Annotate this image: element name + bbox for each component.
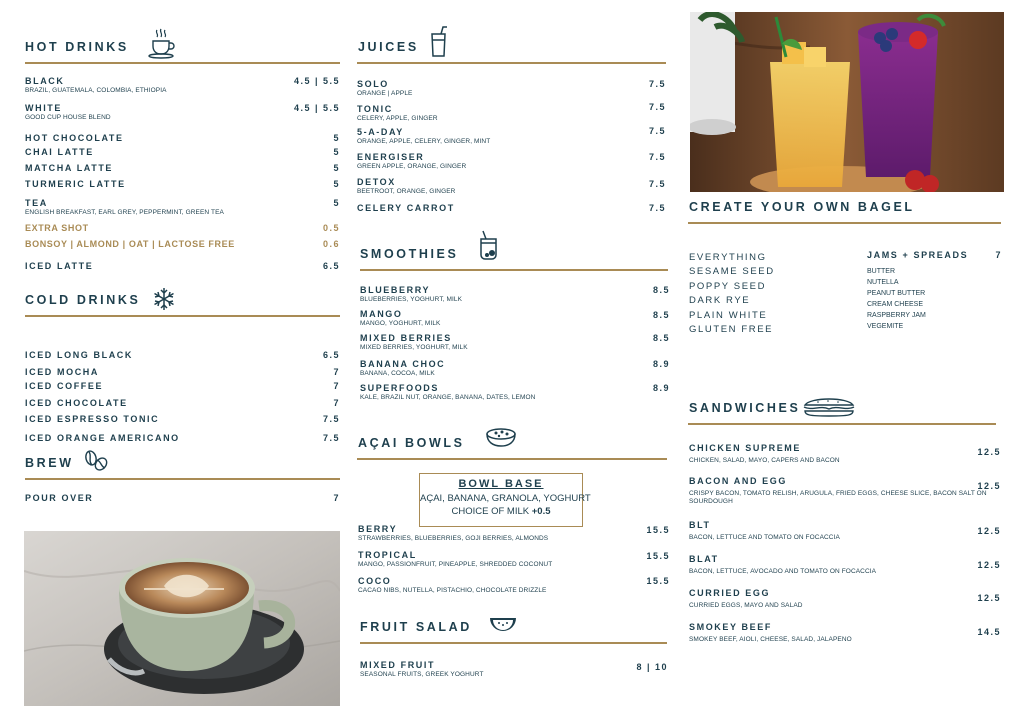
item-name: BLUEBERRY [360,285,431,295]
item-name: DETOX [357,177,396,187]
item-name: TONIC [357,104,393,114]
menu-item [25,103,111,122]
item-desc-cont: SOURDOUGH [689,498,733,505]
menu-item [25,198,224,217]
item-price: 8 | 10 [636,662,668,672]
item-price: 8.5 [652,285,670,295]
item-name: MATCHA LATTE [25,163,114,173]
spread-item: RASPBERRY JAM [867,312,926,319]
item-price: 8.9 [652,383,670,393]
item-price: 15.5 [646,551,670,561]
item-price: 5 [333,147,340,157]
menu-item [689,588,803,610]
item-name: BLACK [25,76,65,86]
item-desc: MIXED BERRIES, YOGHURT, MILK [360,344,468,351]
item-name: TEA [25,198,48,208]
jams-price: 7 [995,250,1002,260]
item-name: ICED COFFEE [25,381,104,391]
cold-drinks-heading: COLD DRINKS [25,293,141,307]
extra-price: 0.6 [322,239,340,249]
smoothies-rule [360,269,668,271]
item-name: CELERY CARROT [357,203,455,213]
item-name: BANANA CHOC [360,359,446,369]
bagel-type: SESAME SEED [689,266,775,278]
bowl-icon [484,425,518,449]
item-name: ENERGISER [357,152,425,162]
item-name: 5-A-DAY [357,127,404,137]
item-name: ICED ESPRESSO TONIC [25,414,160,424]
item-name: CHICKEN SUPREME [689,443,802,453]
item-price: 12.5 [977,593,1001,603]
bowl-base-milk-price: +0.5 [531,506,551,517]
menu-item [357,127,490,146]
extra-name: EXTRA SHOT [25,223,89,233]
item-desc: BRAZIL, GUATEMALA, COLOMBIA, ETHIOPIA [25,87,167,94]
item-price: 15.5 [646,525,670,535]
smoothie-glasses-photo [690,12,1004,192]
item-desc: BANANA, COCOA, MILK [360,370,435,377]
item-name: WHITE [25,103,62,113]
menu-item [689,622,852,644]
item-desc: CRISPY BACON, TOMATO RELISH, ARUGULA, FRIED EGGS, CHEESE SLICE, BACON SALT ON [689,490,987,497]
spread-item: NUTELLA [867,279,899,286]
item-name: TURMERIC LATTE [25,179,126,189]
bowl-base-title: BOWL BASE [458,478,544,490]
menu-item [360,660,484,679]
menu-item [358,524,548,543]
item-desc: MANGO, YOGHURT, MILK [360,320,441,327]
juice-glass-icon [428,26,450,58]
item-price: 12.5 [977,481,1001,491]
bagel-type: EVERYTHING [689,252,767,263]
item-price: 5 [333,198,340,208]
item-desc: MANGO, PASSIONFRUIT, PINEAPPLE, SHREDDED COCONUT [358,561,553,568]
item-desc: BEETROOT, ORANGE, GINGER [357,188,456,195]
spreads-list [867,266,926,332]
item-price: 7.5 [322,433,340,443]
item-desc: KALE, BRAZIL NUT, ORANGE, BANANA, DATES, LEMON [360,394,536,401]
item-price: 7.5 [648,203,666,213]
item-price: 7.5 [648,79,666,89]
sandwiches-rule [688,423,996,425]
spread-item: CREAM CHEESE [867,301,924,308]
bowl-base-milk: CHOICE OF MILK [451,506,530,517]
item-name: MANGO [360,309,403,319]
menu-item [357,79,412,98]
menu-item [689,520,840,542]
item-price: 12.5 [977,560,1001,570]
bagel-type: GLUTEN FREE [689,324,774,336]
item-price: 15.5 [646,576,670,586]
item-desc: BACON, LETTUCE AND TOMATO ON FOCACCIA [689,534,840,541]
item-name: BERRY [358,524,398,534]
bagel-heading: CREATE YOUR OWN BAGEL [689,200,915,214]
hot-drinks-heading: HOT DRINKS [25,40,129,54]
item-desc: CHICKEN, SALAD, MAYO, CAPERS AND BACON [689,457,840,464]
item-desc: CELERY, APPLE, GINGER [357,115,438,122]
item-desc: BLUEBERRIES, YOGHURT, MILK [360,296,463,303]
item-price: 7 [333,493,340,503]
menu-item [358,550,552,569]
sandwiches-heading: SANDWICHES [689,401,801,415]
juices-heading: JUICES [358,40,419,54]
latte-art-photo [24,531,340,706]
item-name: MIXED BERRIES [360,333,452,343]
item-desc: STRAWBERRIES, BLUEBERRIES, GOJI BERRIES, ALMONDS [358,535,549,542]
extra-price: 0.5 [322,223,340,233]
juices-rule [357,62,666,64]
watermelon-icon [488,614,518,634]
item-name: SUPERFOODS [360,383,440,393]
item-name: ICED CHOCOLATE [25,398,128,408]
sandwich-icon [802,396,856,418]
item-desc: CURRIED EGGS, MAYO AND SALAD [689,602,803,609]
extra-name: BONSOY | ALMOND | OAT | LACTOSE FREE [25,239,235,249]
bowl-base-line1: AÇAI, BANANA, GRANOLA, YOGHURT [420,493,591,504]
menu-item [689,476,987,506]
brew-rule [25,478,340,480]
item-price: 7.5 [648,179,666,189]
item-name: ICED ORANGE AMERICANO [25,433,180,443]
menu-item [360,359,445,378]
item-desc: ENGLISH BREAKFAST, EARL GREY, PEPPERMINT, GREEN TEA [25,209,224,216]
menu-item [357,104,438,123]
bagel-type: PLAIN WHITE [689,309,768,321]
item-desc: BACON, LETTUCE, AVOCADO AND TOMATO ON FOCACCIA [689,568,877,575]
item-price: 5 [333,179,340,189]
item-price: 7.5 [648,126,666,136]
bagel-type: DARK RYE [689,295,751,307]
bagel-type: POPPY SEED [689,280,767,292]
spread-item: BUTTER [867,268,895,275]
item-name: TROPICAL [358,550,417,560]
item-price: 4.5 | 5.5 [293,76,340,86]
coffee-beans-icon [83,449,109,473]
item-price: 12.5 [977,526,1001,536]
menu-item [25,76,167,95]
item-desc: ORANGE | APPLE [357,90,413,97]
item-name: COCO [358,576,392,586]
bowl-base-box [419,473,591,527]
item-name: POUR OVER [25,493,94,503]
menu-item [689,443,840,465]
item-name: BLAT [689,554,719,564]
item-price: 7.5 [322,414,340,424]
item-desc: GREEN APPLE, ORANGE, GINGER [357,163,467,170]
item-name: CURRIED EGG [689,588,771,598]
spread-item: VEGEMITE [867,323,904,330]
menu-item [360,309,441,328]
item-price: 4.5 | 5.5 [293,103,340,113]
item-price: 7.5 [648,102,666,112]
coffee-cup-icon [147,27,177,59]
menu-item [357,177,455,196]
item-price: 7 [333,398,340,408]
menu-item [358,576,547,595]
item-desc: SMOKEY BEEF, AIOLI, CHEESE, SALAD, JALAPENO [689,636,852,643]
item-price: 8.9 [652,359,670,369]
item-desc: SEASONAL FRUITS, GREEK YOGHURT [360,671,484,678]
menu-item [360,333,468,352]
item-price: 12.5 [977,447,1001,457]
smoothie-jar-icon [476,229,502,261]
item-price: 7 [333,367,340,377]
acai-bowls-heading: AÇAI BOWLS [358,436,465,450]
item-price: 7 [333,381,340,391]
item-name: ICED LATTE [25,261,94,271]
bagel-types-list [689,251,775,337]
item-desc: GOOD CUP HOUSE BLEND [25,114,111,121]
item-name: SMOKEY BEEF [689,622,772,632]
item-name: MIXED FRUIT [360,660,436,670]
menu-item [689,554,876,576]
jams-title: JAMS + SPREADS [867,250,969,260]
item-name: ICED LONG BLACK [25,350,133,360]
acai-rule [357,458,667,460]
item-price: 8.5 [652,333,670,343]
item-price: 6.5 [322,261,340,271]
bagel-rule [688,222,1001,224]
fruit-salad-rule [360,642,667,644]
item-price: 7.5 [648,152,666,162]
brew-heading: BREW [25,456,74,470]
menu-item [360,383,535,402]
menu-item [357,152,466,171]
item-price: 8.5 [652,310,670,320]
item-name: ICED MOCHA [25,367,99,377]
item-name: BACON AND EGG [689,476,787,486]
hot-drinks-rule [25,62,340,64]
cold-drinks-rule [25,315,340,317]
snowflake-icon [152,287,176,311]
item-price: 6.5 [322,350,340,360]
item-price: 5 [333,133,340,143]
smoothies-heading: SMOOTHIES [360,247,459,261]
bowl-base-line2 [420,506,582,517]
item-price: 14.5 [977,627,1001,637]
item-desc: CACAO NIBS, NUTELLA, PISTACHIO, CHOCOLATE DRIZZLE [358,587,547,594]
item-name: HOT CHOCOLATE [25,133,124,143]
item-name: SOLO [357,79,389,89]
item-name: BLT [689,520,711,530]
spread-item: PEANUT BUTTER [867,290,926,297]
item-desc: ORANGE, APPLE, CELERY, GINGER, MINT [357,138,491,145]
item-name: CHAI LATTE [25,147,94,157]
fruit-salad-heading: FRUIT SALAD [360,620,472,634]
item-price: 5 [333,163,340,173]
menu-item [360,285,462,304]
